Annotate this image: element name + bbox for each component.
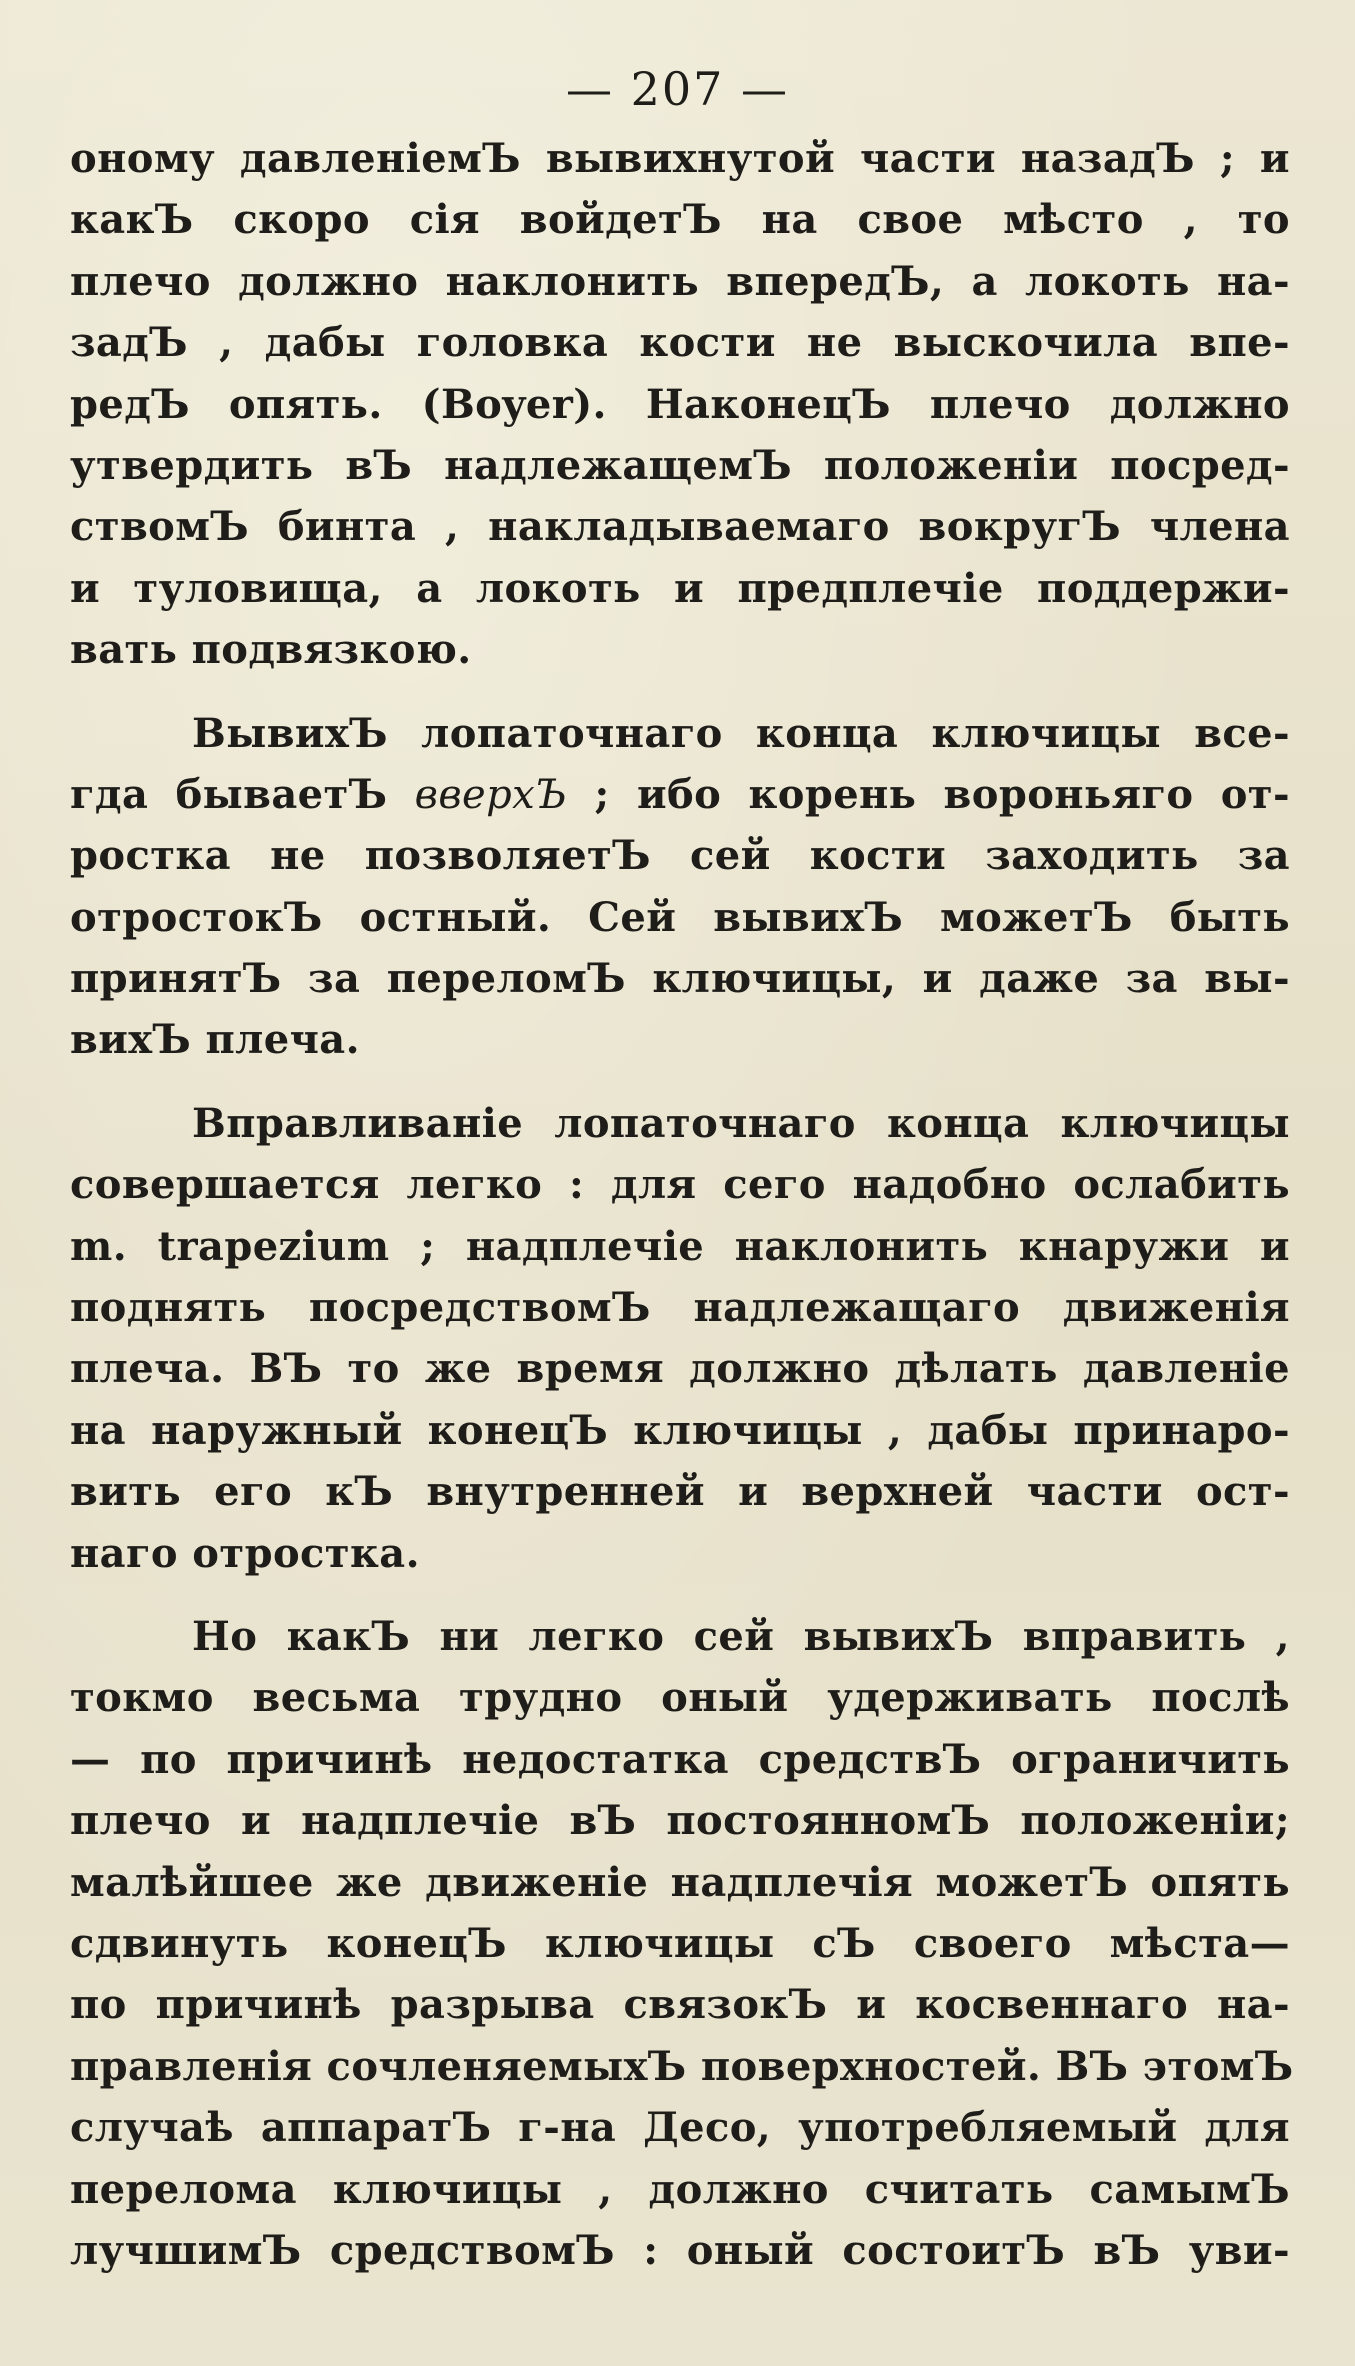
text-line: случаѣ аппаратЪ г-на Десо, употребляемый для — [70, 2104, 1290, 2152]
paragraph-gap — [70, 681, 1290, 703]
text-line: лучшимЪ средствомЪ : оный состоитЪ вЪ уви- — [70, 2226, 1290, 2274]
text-line: ростка не позволяетЪ сей кости заходить за — [70, 832, 1290, 880]
text-line: токмо весьма трудно оный удерживать послѣ — [70, 1674, 1290, 1722]
text-run: ; ибо корень вороньяго от- — [594, 770, 1290, 818]
text-line: совершается легко : для сего надобно ослабить — [70, 1161, 1290, 1209]
text-line: оному давленіемЪ вывихнутой части назадЪ ; и — [70, 135, 1290, 182]
text-line: ВывихЪ лопаточнаго конца ключицы все- — [192, 709, 1290, 757]
text-line: по причинѣ разрыва связокЪ и косвеннаго на- — [70, 1981, 1290, 2029]
paragraph-2 — [70, 703, 1290, 1071]
paragraph-3 — [70, 1093, 1290, 1584]
text-line: — по причинѣ недостатка средствЪ ограничить — [70, 1735, 1290, 1783]
text-line: принятЪ за переломЪ ключицы, и даже за вы- — [70, 955, 1290, 1003]
text-line: Вправливаніе лопаточнаго конца ключицы — [192, 1099, 1290, 1147]
text-line: какЪ скоро сія войдетЪ на свое мѣсто , то — [70, 196, 1290, 244]
text-line: плечо и надплечіе вЪ постоянномЪ положеніи; — [70, 1797, 1290, 1845]
text-line: правленія сочленяемыхЪ поверхностей. ВЪ этомЪ — [70, 2042, 1294, 2090]
text-line: малѣйшее же движеніе надплечія можетЪ опять — [70, 1858, 1290, 1906]
text-line: на наружный конецЪ ключицы , дабы принаро- — [70, 1406, 1290, 1454]
text-line — [70, 764, 1290, 825]
text-line: m. trapezium ; надплечіе наклонить кнаружи и — [70, 1222, 1290, 1270]
text-line: вихЪ плеча. — [70, 1016, 360, 1064]
text-line: задЪ , дабы головка кости не выскочила впе- — [70, 319, 1290, 367]
page-number: — 207 — — [565, 62, 790, 116]
text-run: гда бываетЪ — [70, 770, 388, 818]
italic-term: вверхЪ — [414, 771, 568, 818]
text-line: редЪ опять. (Boyer). НаконецЪ плечо должно — [70, 380, 1290, 428]
text-line: отростокЪ остный. Сей вывихЪ можетЪ быть — [70, 893, 1290, 941]
paragraph-4 — [70, 1606, 1294, 2281]
body-text — [70, 128, 1294, 2281]
text-line: сдвинуть конецЪ ключицы сЪ своего мѣста— — [70, 1919, 1290, 1967]
text-line: ствомЪ бинта , накладываемаго вокругЪ члена — [70, 503, 1290, 551]
text-line: поднять посредствомЪ надлежащаго движенія — [70, 1284, 1290, 1332]
text-line: плеча. ВЪ то же время должно дѣлать давленіе — [70, 1345, 1290, 1393]
text-line: и туловища, а локоть и предплечіе поддержи- — [70, 564, 1290, 612]
paragraph-1 — [70, 128, 1290, 681]
paragraph-gap — [70, 1071, 1290, 1093]
text-line: Но какЪ ни легко сей вывихЪ вправить , — [192, 1612, 1290, 1660]
text-line: наго отростка. — [70, 1529, 420, 1577]
text-line: плечо должно наклонить впередЪ, а локоть на- — [70, 257, 1290, 305]
text-line: вать подвязкою. — [70, 626, 472, 674]
paragraph-gap — [70, 1584, 1290, 1606]
text-line: перелома ключицы , должно считать самымЪ — [70, 2165, 1290, 2213]
text-line: утвердить вЪ надлежащемЪ положеніи посред- — [70, 441, 1290, 489]
text-line: вить его кЪ внутренней и верхней части ост- — [70, 1468, 1290, 1516]
